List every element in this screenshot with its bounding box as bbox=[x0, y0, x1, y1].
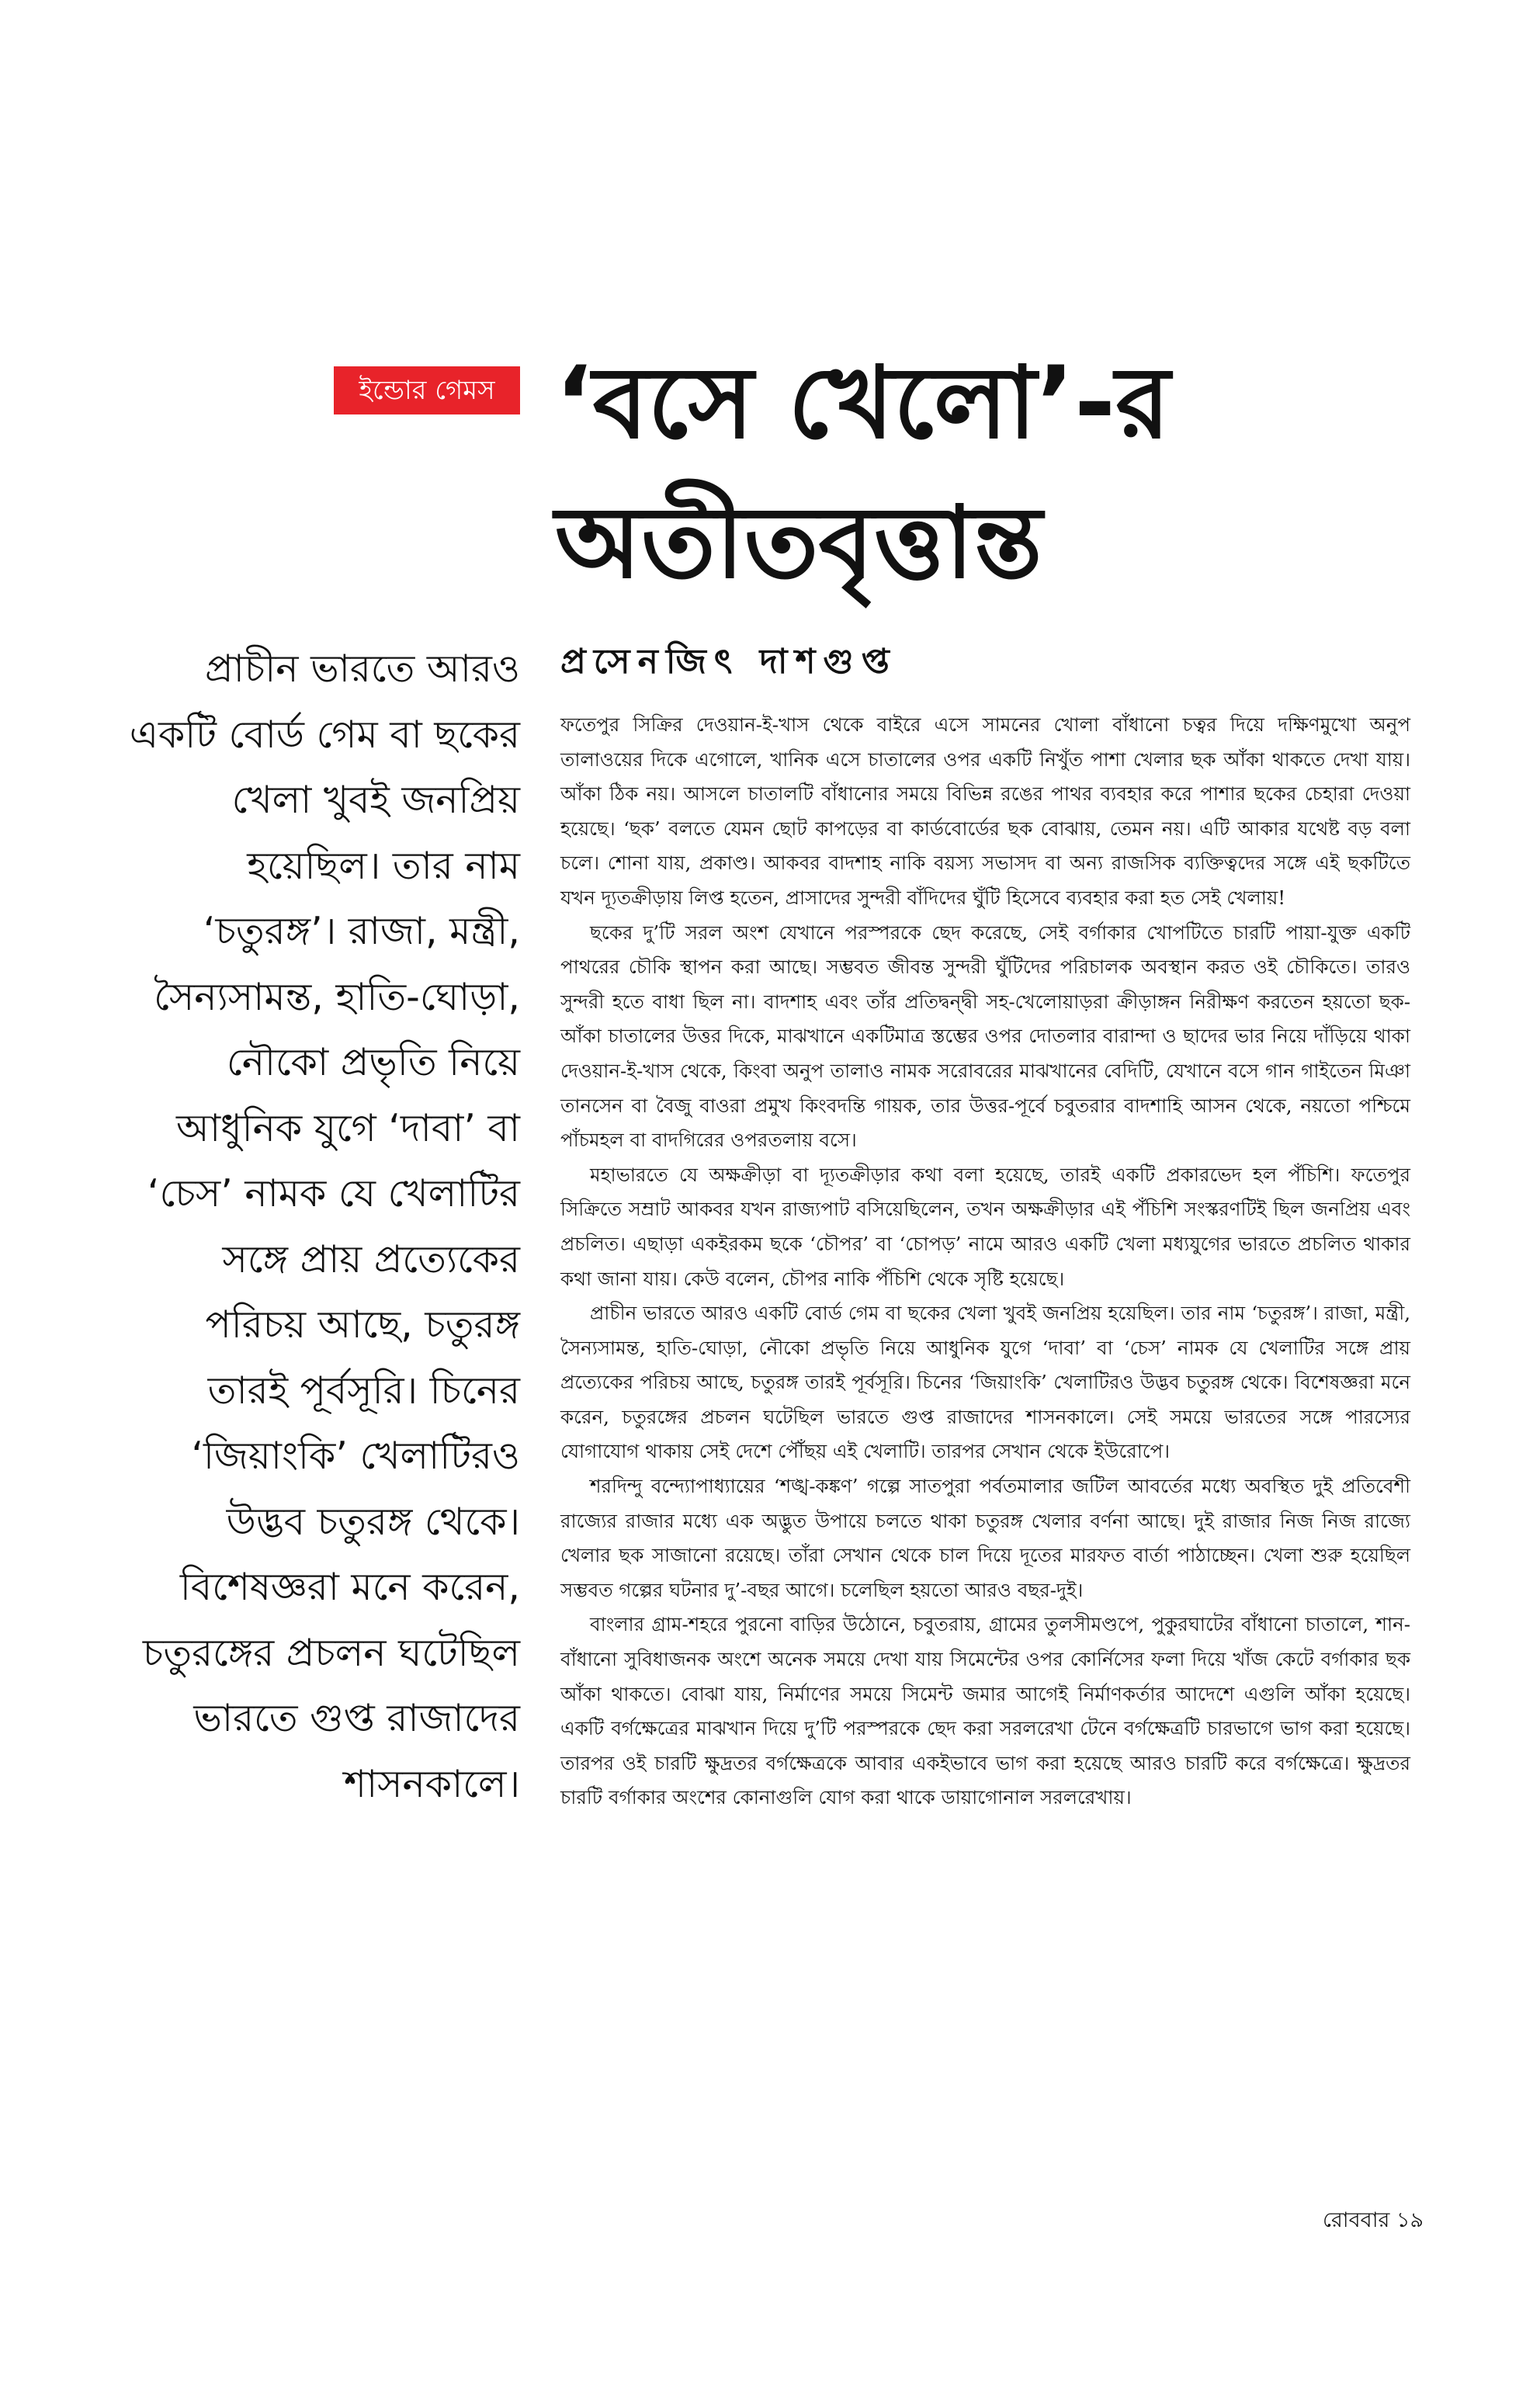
article-paragraph: প্রাচীন ভারতে আরও একটি বোর্ড গেম বা ছকের খেলা খুবই জনপ্রিয় হয়েছিল। তার নাম ‘চতুরঙ্গ’। রাজা, মন্ত্রী, সৈন্যসামন্ত, হাতি-ঘোড়া, নৌকো প্রভৃতি নিয়ে আধুনিক যুগে ‘দাবা’ বা ‘চেস’ নামক যে খেলাটির সঙ্গে প্রায় প্রত্যেকের পরিচয় আছে, চতুরঙ্গ তারই পূর্বসূরি। চিনের ‘জিয়াংকি’ খেলাটিরও উদ্ভব চতুরঙ্গ থেকে। বিশেষজ্ঞরা মনে করেন, চতুরঙ্গের প্রচলন ঘটেছিল ভারতে গুপ্ত রাজাদের শাসনকালে। সেই সময়ে ভারতের সঙ্গে পারস্যের যোগাযোগ থাকায় সেই দেশে পৌঁছয় এই খেলাটি। তারপর সেখান থেকে ইউরোপে। bbox=[560, 1302, 1410, 1463]
headline-line-1: ‘বসে খেলো’-র bbox=[555, 345, 1171, 461]
article-paragraph: শরদিন্দু বন্দ্যোপাধ্যায়ের ‘শঙ্খ-কঙ্কণ’ গল্পে সাতপুরা পর্বতমালার জটিল আবর্তের মধ্যে অবস্থিত দুই প্রতিবেশী রাজ্যের রাজার মধ্যে এক অদ্ভুত উপায়ে চলতে থাকা চতুরঙ্গ খেলার বর্ণনা আছে। দুই রাজার নিজ নিজ রাজ্যে খেলার ছক সাজানো রয়েছে। তাঁরা সেখান থেকে চাল দিয়ে দূতের মারফত বার্তা পাঠাচ্ছেন। খেলা শুরু হয়েছিল সম্ভবত গল্পের ঘটনার দু’-বছর আগে। চলেছিল হয়তো আরও বছর-দুই। bbox=[560, 1475, 1410, 1601]
article-paragraph: ফতেপুর সিক্রির দেওয়ান-ই-খাস থেকে বাইরে এসে সামনের খোলা বাঁধানো চত্বর দিয়ে দক্ষিণমুখো অনুপ তালাওয়ের দিকে এগোলে, খানিক এসে চাতালের ওপর একটি নিখুঁত পাশা খেলার ছক আঁকা থাকতে দেখা যায়। আঁকা ঠিক নয়। আসলে চাতালটি বাঁধানোর সময়ে বিভিন্ন রঙের পাথর ব্যবহার করে পাশার ছকের চেহারা দেওয়া হয়েছে। ‘ছক’ বলতে যেমন ছোট কাপড়ের বা কার্ডবোর্ডের ছক বোঝায়, তেমন নয়। এটি আকার যথেষ্ট বড় বলা চলে। শোনা যায়, প্রকাণ্ড। আকবর বাদশাহ নাকি বয়স্য সভাসদ বা অন্য রাজসিক ব্যক্তিত্বদের সঙ্গে এই ছকটিতে যখন দ্যূতক্রীড়ায় লিপ্ত হতেন, প্রাসাদের সুন্দরী বাঁদিদের ঘুঁটি হিসেবে ব্যবহার করা হত সেই খেলায়! bbox=[560, 713, 1410, 909]
headline-line-2: অতীতবৃত্তান্ত bbox=[555, 485, 1042, 601]
section-tag: ইন্ডোর গেমস bbox=[334, 366, 520, 414]
article-body bbox=[560, 708, 1410, 1816]
article-paragraph: ছকের দু’টি সরল অংশ যেখানে পরস্পরকে ছেদ করেছে, সেই বর্গাকার খোপটিতে চারটি পায়া-যুক্ত একটি পাথরের চৌকি স্থাপন করা আছে। সম্ভবত জীবন্ত সুন্দরী ঘুঁটিদের পরিচালক অবস্থান করত ওই চৌকিতে। তারও সুন্দরী হতে বাধা ছিল না। বাদশাহ এবং তাঁর প্রতিদ্বন্দ্বী সহ-খেলোয়াড়রা ক্রীড়াঙ্গন নিরীক্ষণ করতেন হয়তো ছক-আঁকা চাতালের উত্তর দিকে, মাঝখানে একটিমাত্র স্তম্ভের ওপর দোতলার বারান্দা ও ছাদের ভার নিয়ে দাঁড়িয়ে থাকা দেওয়ান-ই-খাস থেকে, কিংবা অনুপ তালাও নামক সরোবরের মাঝখানের বেদিটি, যেখানে বসে গান গাইতেন মিঞা তানসেন বা বৈজু বাওরা প্রমুখ কিংবদন্তি গায়ক, তার উত্তর-পূর্বে চবুতরার বাদশাহি আসন থেকে, নয়তো পশ্চিমে পাঁচমহল বা বাদগিরের ওপরতলায় বসে। bbox=[560, 921, 1410, 1152]
byline: প্রসেনজিৎ দাশগুপ্ত bbox=[560, 642, 897, 681]
headline bbox=[555, 334, 1486, 613]
article-paragraph: বাংলার গ্রাম-শহরে পুরনো বাড়ির উঠোনে, চবুতরায়, গ্রামের তুলসীমণ্ডপে, পুকুরঘাটের বাঁধানো চাতালে, শান-বাঁধানো সুবিধাজনক অংশে অনেক সময়ে দেখা যায় সিমেন্টের ওপর কোর্নিসের ফলা দিয়ে খাঁজ কেটে বর্গাকার ছক আঁকা থাকতে। বোঝা যায়, নির্মাণের সময়ে সিমেন্ট জমার আগেই নির্মাণকর্তার আদেশে এগুলি আঁকা হয়েছে। একটি বর্গক্ষেত্রের মাঝখান দিয়ে দু’টি পরস্পরকে ছেদ করা সরলরেখা টেনে বর্গক্ষেত্রটি চারভাগে ভাগ করা হয়েছে। তারপর ওই চারটি ক্ষুদ্রতর বর্গক্ষেত্রকে আবার একইভাবে ভাগ করা হয়েছে আরও চারটি করে বর্গক্ষেত্রে। ক্ষুদ্রতর চারটি বর্গাকার অংশের কোনাগুলি যোগ করা থাকে ডায়াগোনাল সরলরেখায়। bbox=[560, 1613, 1410, 1809]
article-paragraph: মহাভারতে যে অক্ষক্রীড়া বা দ্যূতক্রীড়ার কথা বলা হয়েছে, তারই একটি প্রকারভেদ হল পঁচিশি। ফতেপুর সিক্রিতে সম্রাট আকবর যখন রাজ্যপাট বসিয়েছিলেন, তখন অক্ষক্রীড়ার এই পঁচিশি সংস্করণটিই ছিল জনপ্রিয় এবং প্রচলিত। এছাড়া একইরকম ছকে ‘চৌপর’ বা ‘চোপড়’ নামে আরও একটি খেলা মধ্যযুগের ভারতে প্রচলিত থাকার কথা জানা যায়। কেউ বলেন, চৌপর নাকি পঁচিশি থেকে সৃষ্টি হয়েছে। bbox=[560, 1163, 1410, 1290]
page-folio: রোববার ১৯ bbox=[1323, 2208, 1424, 2232]
pull-quote: প্রাচীন ভারতে আরও একটি বোর্ড গেম বা ছকের খেলা খুবই জনপ্রিয় হয়েছিল। তার নাম ‘চতুরঙ্গ’। রাজা, মন্ত্রী, সৈন্যসামন্ত, হাতি-ঘোড়া, নৌকো প্রভৃতি নিয়ে আধুনিক যুগে ‘দাবা’ বা ‘চেস’ নামক যে খেলাটির সঙ্গে প্রায় প্রত্যেকের পরিচয় আছে, চতুরঙ্গ তারই পূর্বসূরি। চিনের ‘জিয়াংকি’ খেলাটিরও উদ্ভব চতুরঙ্গ থেকে। বিশেষজ্ঞরা মনে করেন, চতুরঙ্গের প্রচলন ঘটেছিল ভারতে গুপ্ত রাজাদের শাসনকালে। bbox=[129, 647, 520, 1806]
